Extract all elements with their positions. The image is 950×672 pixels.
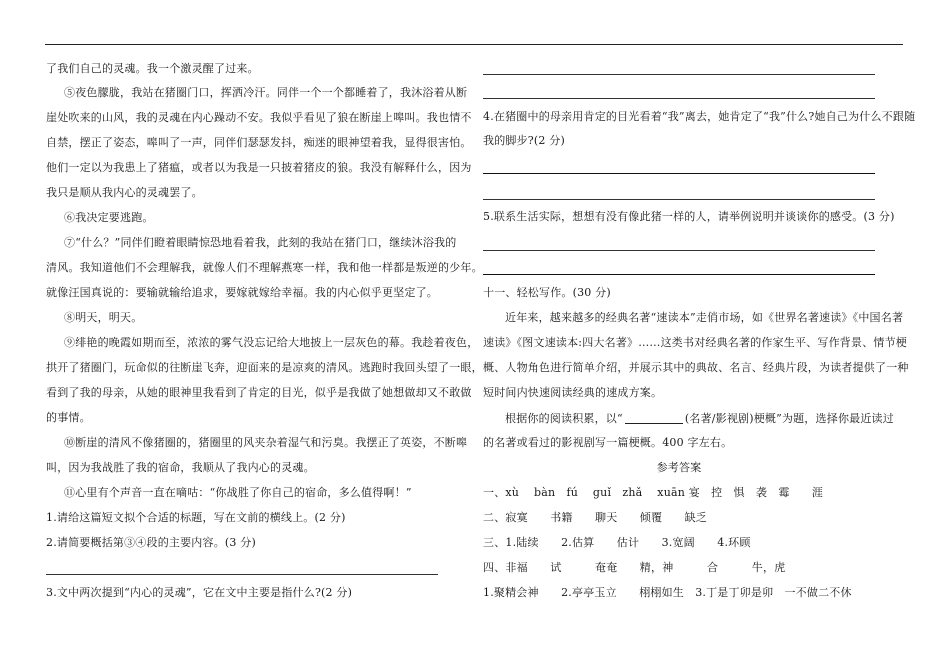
question-3: 3.文中两次提到“内心的灵魂”，它在文中主要是指什么?(2 分) (46, 586, 353, 599)
answer-key-title: 参考答案 (656, 461, 702, 474)
title-blank[interactable] (625, 411, 683, 424)
passage-paragraph-10-line: 叫，因为我战胜了我的宿命，我顺从了我内心的灵魂。 (46, 461, 315, 474)
answer-key-row-5: 1.聚精会神 2.亭亭玉立 栩栩如生 3.丁是丁卯是卯 一不做二不休 (483, 586, 852, 599)
essay-prompt-line: 速读》《图文速读本:四大名著》……这类书对经典名著的作家生平、写作背景、情节梗 (483, 336, 908, 349)
passage-paragraph-10-line: ⑩断崖的清风不像猪圈的，猪圈里的风夹杂着湿气和污臭。我摆正了英姿，不断嗥 (64, 436, 468, 449)
passage-paragraph-9-line: 的事情。 (46, 411, 91, 424)
essay-prompt-line: 概、人物角色进行简单介绍，并展示其中的典故、名言、经典片段，为读者提供了一种 (483, 361, 909, 374)
passage-paragraph-11: ⑪心里有个声音一直在嘀咕：“你战胜了你自己的宿命，多么值得啊！” (64, 486, 412, 499)
passage-paragraph-5-line: 自禁，摆正了姿态，嗥叫了一声，同伴们瑟瑟发抖，痴迷的眼神望着我，显得很害怕。 (46, 136, 472, 149)
answer-line[interactable] (483, 98, 875, 99)
answer-key-row-2: 二、寂寞 书籍 聊天 倾覆 缺乏 (483, 511, 707, 524)
question-4-line: 4.在猪圈中的母亲用肯定的目光看着“我”离去，她肯定了“我”什么?她自己为什么不跟随 (483, 110, 916, 123)
answer-line[interactable] (483, 250, 875, 251)
section-11-title: 十一、轻松写作。(30 分) (483, 286, 611, 299)
passage-paragraph-9-line: 拱开了猪圈门，玩命似的往断崖飞奔，迎面来的是凉爽的清风。逃跑时我回头望了一眼， (46, 361, 483, 374)
essay-instruction-end: (名著/影视剧)梗概”为题，选择你最近读过 (684, 412, 894, 425)
passage-paragraph-7-line: 就像汪国真说的：要输就输给追求，要嫁就嫁给幸福。我的内心似乎更坚定了。 (46, 286, 438, 299)
passage-paragraph-9-line: ⑨绯艳的晚霞如期而至，浓浓的雾气没忘记给大地披上一层灰色的幕。我趁着夜色， (64, 336, 479, 349)
essay-instruction (505, 411, 894, 426)
essay-prompt-line: 近年来，越来越多的经典名著“速读本”走俏市场，如《世界名著速读》《中国名著 (505, 311, 904, 324)
passage-paragraph-5-line: 崖处吹来的山风，我的灵魂在内心躁动不安。我似乎看见了狼在断崖上嗥叫。我也情不 (46, 111, 472, 124)
answer-key-row-4: 四、非福 试 奄奄 精，神 合 牛，虎 (483, 561, 786, 574)
passage-paragraph-5-line: 他们一定以为我患上了猪瘟，或者以为我是一只披着猪皮的狼。我没有解释什么，因为 (46, 161, 472, 174)
passage-paragraph-8: ⑧明天，明天。 (64, 311, 143, 324)
essay-instruction-start: 根据你的阅读积累，以“ (505, 412, 623, 425)
essay-prompt-line: 短时间内快速阅读经典的速成方案。 (483, 386, 663, 399)
question-2: 2.请简要概括第③④段的主要内容。(3 分) (46, 536, 256, 549)
passage-paragraph-7-line: 清风。我知道他们不会理解我，就像人们不理解燕寒一样，我和他一样都是叛逆的少年。 (46, 261, 483, 274)
answer-line[interactable] (46, 574, 438, 575)
answer-line[interactable] (483, 74, 875, 75)
question-5: 5.联系生活实际，想想有没有像此猪一样的人，请举例说明并谈谈你的感受。(3 分) (483, 210, 895, 223)
answer-line[interactable] (483, 199, 875, 200)
passage-paragraph-5-line: ⑤夜色朦胧，我站在猪圈门口，挥洒冷汗。同伴一个一个都睡着了，我沐浴着从断 (64, 86, 468, 99)
passage-paragraph-5-line: 我只是顺从我内心的灵魂罢了。 (46, 186, 203, 199)
question-4-line: 我的脚步?(2 分) (483, 134, 565, 147)
question-1: 1.请给这篇短文拟个合适的标题，写在文前的横线上。(2 分) (46, 511, 346, 524)
passage-paragraph-9-line: 看到了我的母亲，从她的眼神里我看到了肯定的目光，似乎是我做了她想做却又不敢做 (46, 386, 472, 399)
answer-line[interactable] (483, 274, 875, 275)
essay-instruction-line-2: 的名著或看过的影视剧写一篇梗概。400 字左右。 (483, 436, 733, 449)
passage-paragraph-6: ⑥我决定要逃跑。 (64, 211, 154, 224)
answer-key-row-1: 一、xù bàn fú guǐ zhǎ xuān 宴 控 惧 袭 霉 涯 (483, 486, 824, 499)
top-rule (45, 44, 903, 45)
passage-paragraph-7-line: ⑦“什么？”同伴们瞪着眼睛惊恐地看着我，此刻的我站在猪门口，继续沐浴我的 (64, 236, 457, 249)
answer-line[interactable] (483, 173, 875, 174)
passage-paragraph-4-end: 了我们自己的灵魂。我一个激灵醒了过来。 (46, 62, 259, 75)
answer-key-row-3: 三、1.陆续 2.估算 估计 3.宽阔 4.环顾 (483, 536, 751, 549)
